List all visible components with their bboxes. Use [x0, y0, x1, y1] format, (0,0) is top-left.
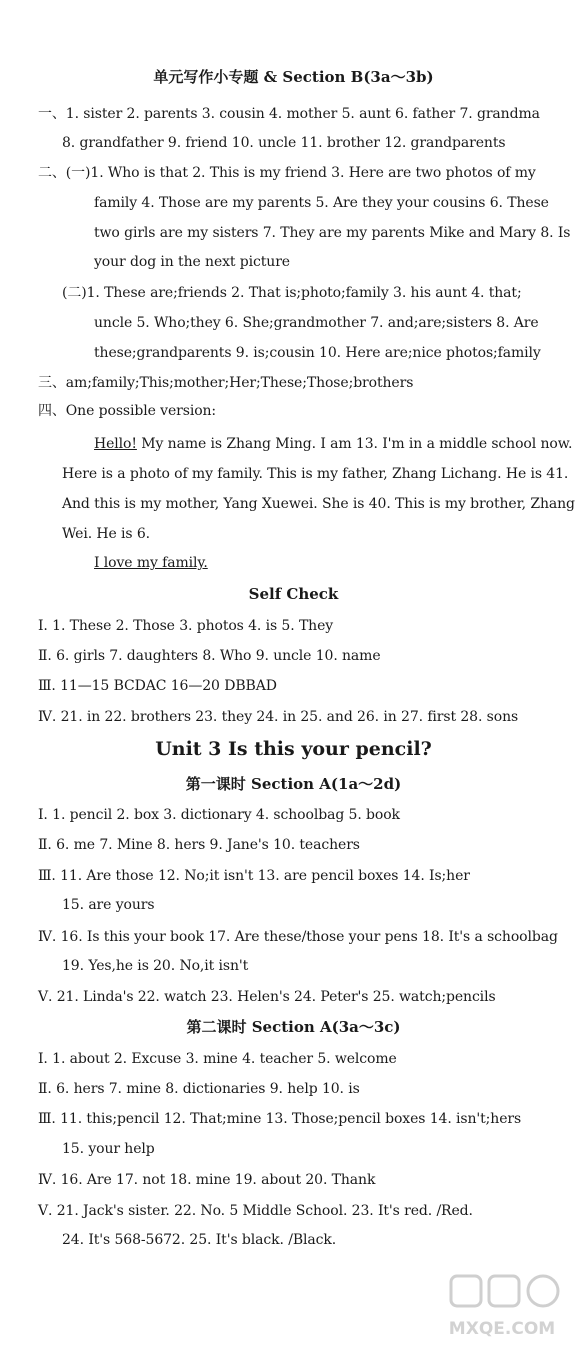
- heading-lesson2: 第二课时 Section A(3a～3c): [186, 1018, 401, 1036]
- self-check-line-3: Ⅲ. 11—15 BCDAC 16—20 DBBAD: [38, 678, 277, 694]
- watermark-text: MXQE.COM: [448, 1319, 556, 1339]
- writing-line-9: these;grandparents 9. is;cousin 10. Here are;nice photos;family: [94, 345, 541, 361]
- hello-word: Hello!: [94, 436, 137, 452]
- self-check-line-1: Ⅰ. 1. These 2. Those 3. photos 4. is 5. They: [38, 618, 334, 634]
- lesson1-line-7: Ⅴ. 21. Linda's 22. watch 23. Helen's 24. Peter's 25. watch;pencils: [38, 989, 496, 1005]
- writing-line-12-text: My name is Zhang Ming. I am 13. I'm in a middle school now.: [136, 436, 573, 452]
- writing-line-10: 三、am;family;This;mother;Her;These;Those;brothers: [38, 375, 414, 391]
- writing-line-16: I love my family.: [94, 555, 208, 571]
- heading-unit3: Unit 3 Is this your pencil?: [155, 738, 432, 760]
- writing-line-6: your dog in the next picture: [94, 254, 290, 270]
- writing-line-13: Here is a photo of my family. This is my father, Zhang Lichang. He is 41.: [62, 466, 569, 482]
- self-check-line-4: Ⅳ. 21. in 22. brothers 23. they 24. in 25. and 26. in 27. first 28. sons: [38, 709, 519, 725]
- writing-line-5: two girls are my sisters 7. They are my parents Mike and Mary 8. Is: [94, 225, 571, 241]
- heading-lesson1: 第一课时 Section A(1a～2d): [185, 775, 402, 793]
- lesson2-line-1: Ⅰ. 1. about 2. Excuse 3. mine 4. teacher 5. welcome: [38, 1051, 397, 1067]
- lesson2-line-2: Ⅱ. 6. hers 7. mine 8. dictionaries 9. help 10. is: [38, 1081, 360, 1097]
- lesson1-line-5: Ⅳ. 16. Is this your book 17. Are these/those your pens 18. It's a schoolbag: [38, 929, 558, 945]
- writing-line-2: 8. grandfather 9. friend 10. uncle 11. brother 12. grandparents: [62, 135, 506, 151]
- writing-line-11: 四、One possible version:: [38, 403, 217, 419]
- lesson2-line-3: Ⅲ. 11. this;pencil 12. That;mine 13. Those;pencil boxes 14. isn't;hers: [38, 1111, 522, 1127]
- writing-line-4: family 4. Those are my parents 5. Are they your cousins 6. These: [94, 195, 549, 211]
- writing-line-7: (二)1. These are;friends 2. That is;photo;family 3. his aunt 4. that;: [62, 285, 522, 301]
- writing-line-12: [94, 434, 572, 454]
- heading-self-check: Self Check: [248, 585, 339, 603]
- lesson1-line-1: Ⅰ. 1. pencil 2. box 3. dictionary 4. schoolbag 5. book: [38, 807, 400, 823]
- writing-line-3: 二、(一)1. Who is that 2. This is my friend 3. Here are two photos of my: [38, 165, 536, 181]
- lesson1-line-6: 19. Yes,he is 20. No,it isn't: [62, 958, 249, 974]
- writing-line-15: Wei. He is 6.: [62, 526, 151, 542]
- heading-writing: 单元写作小专题 & Section B(3a～3b): [153, 68, 434, 86]
- writing-line-14: And this is my mother, Yang Xuewei. She is 40. This is my brother, Zhang: [62, 496, 575, 512]
- lesson2-line-6: Ⅴ. 21. Jack's sister. 22. No. 5 Middle School. 23. It's red. /Red.: [38, 1203, 473, 1219]
- lesson1-line-4: 15. are yours: [62, 897, 155, 913]
- writing-line-1: 一、1. sister 2. parents 3. cousin 4. mother 5. aunt 6. father 7. grandma: [38, 106, 540, 122]
- lesson2-line-7: 24. It's 568-5672. 25. It's black. /Black.: [62, 1232, 337, 1248]
- lesson2-line-4: 15. your help: [62, 1141, 155, 1157]
- watermark-logo: [427, 1272, 577, 1342]
- self-check-line-2: Ⅱ. 6. girls 7. daughters 8. Who 9. uncle 10. name: [38, 648, 381, 664]
- lesson1-line-2: Ⅱ. 6. me 7. Mine 8. hers 9. Jane's 10. teachers: [38, 837, 360, 853]
- lesson1-line-3: Ⅲ. 11. Are those 12. No;it isn't 13. are pencil boxes 14. Is;her: [38, 868, 470, 884]
- writing-line-8: uncle 5. Who;they 6. She;grandmother 7. and;are;sisters 8. Are: [94, 315, 539, 331]
- lesson2-line-5: Ⅳ. 16. Are 17. not 18. mine 19. about 20. Thank: [38, 1172, 376, 1188]
